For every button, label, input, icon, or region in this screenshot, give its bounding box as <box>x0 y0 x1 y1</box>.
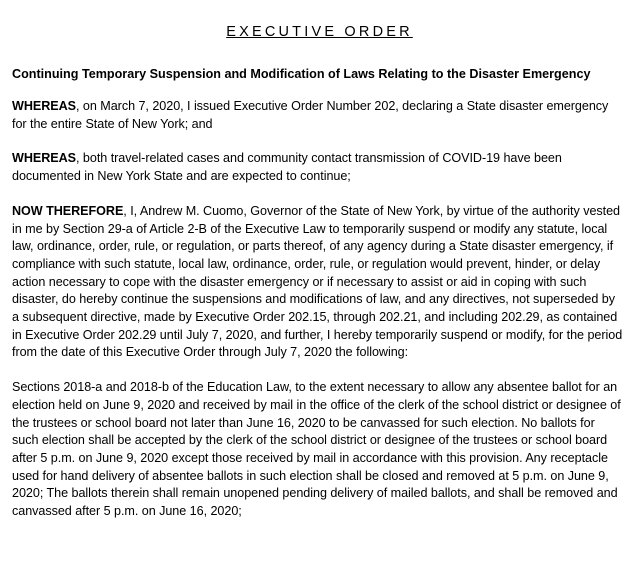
paragraph-text: Sections 2018-a and 2018-b of the Education Law, to the extent necessary to allow any absentee ballot for an election held on June 9, 2020 and received by mail in the office of the clerk of the school district or designee of the trustees or school board not later than June 16, 2020 to be canvassed for such election. No ballots for such election shall be accepted by the clerk of the school district or designee of the trustees or school board after 5 p.m. on June 9, 2020 except those received by mail in accordance with this provision. Any receptacle used for hand delivery of absentee ballots in such election shall be closed and removed at 5 p.m. on June 9, 2020; The ballots therein shall remain unopened pending delivery of mailed ballots, and shall be removed and canvassed after 5 p.m. on June 16, 2020; <box>12 380 621 519</box>
paragraph-text: , on March 7, 2020, I issued Executive Order Number 202, declaring a State disaster emergency for the entire State of New York; and <box>12 99 609 131</box>
paragraph-lead: WHEREAS <box>12 99 77 113</box>
whereas-paragraph-2 <box>12 150 623 185</box>
document-title: EXECUTIVE ORDER <box>226 24 413 40</box>
document-subtitle: Continuing Temporary Suspension and Modification of Laws Relating to the Disaster Emergency <box>12 67 591 81</box>
paragraph-text: , I, Andrew M. Cuomo, Governor of the State of New York, by virtue of the authority vested in me by Section 29-a of Article 2-B of the Executive Law to temporarily suspend or modify any statute, local law, ordinance, order, rule, or regulation, or parts thereof, of any agency during a State disaster emergency, if compliance with such statute, local law, ordinance, order, rule, or regulation would prevent, hinder, or delay action necessary to cope with the disaster emergency or if necessary to assist or aid in coping with such disaster, do hereby continue the suspensions and modifications of law, and any directives, not superseded by a subsequent directive, made by Executive Order 202.15, through 202.21, and including 202.29, as contained in Executive Order 202.29 until July 7, 2020, and further, I hereby temporarily suspend or modify, for the period from the date of this Executive Order through July 7, 2020 the following: <box>12 203 623 360</box>
document-page <box>12 22 623 521</box>
paragraph-lead: NOW THEREFORE <box>12 203 124 218</box>
education-law-paragraph <box>12 379 623 521</box>
whereas-paragraph-1 <box>12 98 623 133</box>
paragraph-text: , both travel-related cases and community contact transmission of COVID-19 have been documented in New York State and are expected to continue; <box>12 151 562 184</box>
paragraph-lead: WHEREAS <box>12 151 77 166</box>
now-therefore-paragraph <box>12 203 623 362</box>
